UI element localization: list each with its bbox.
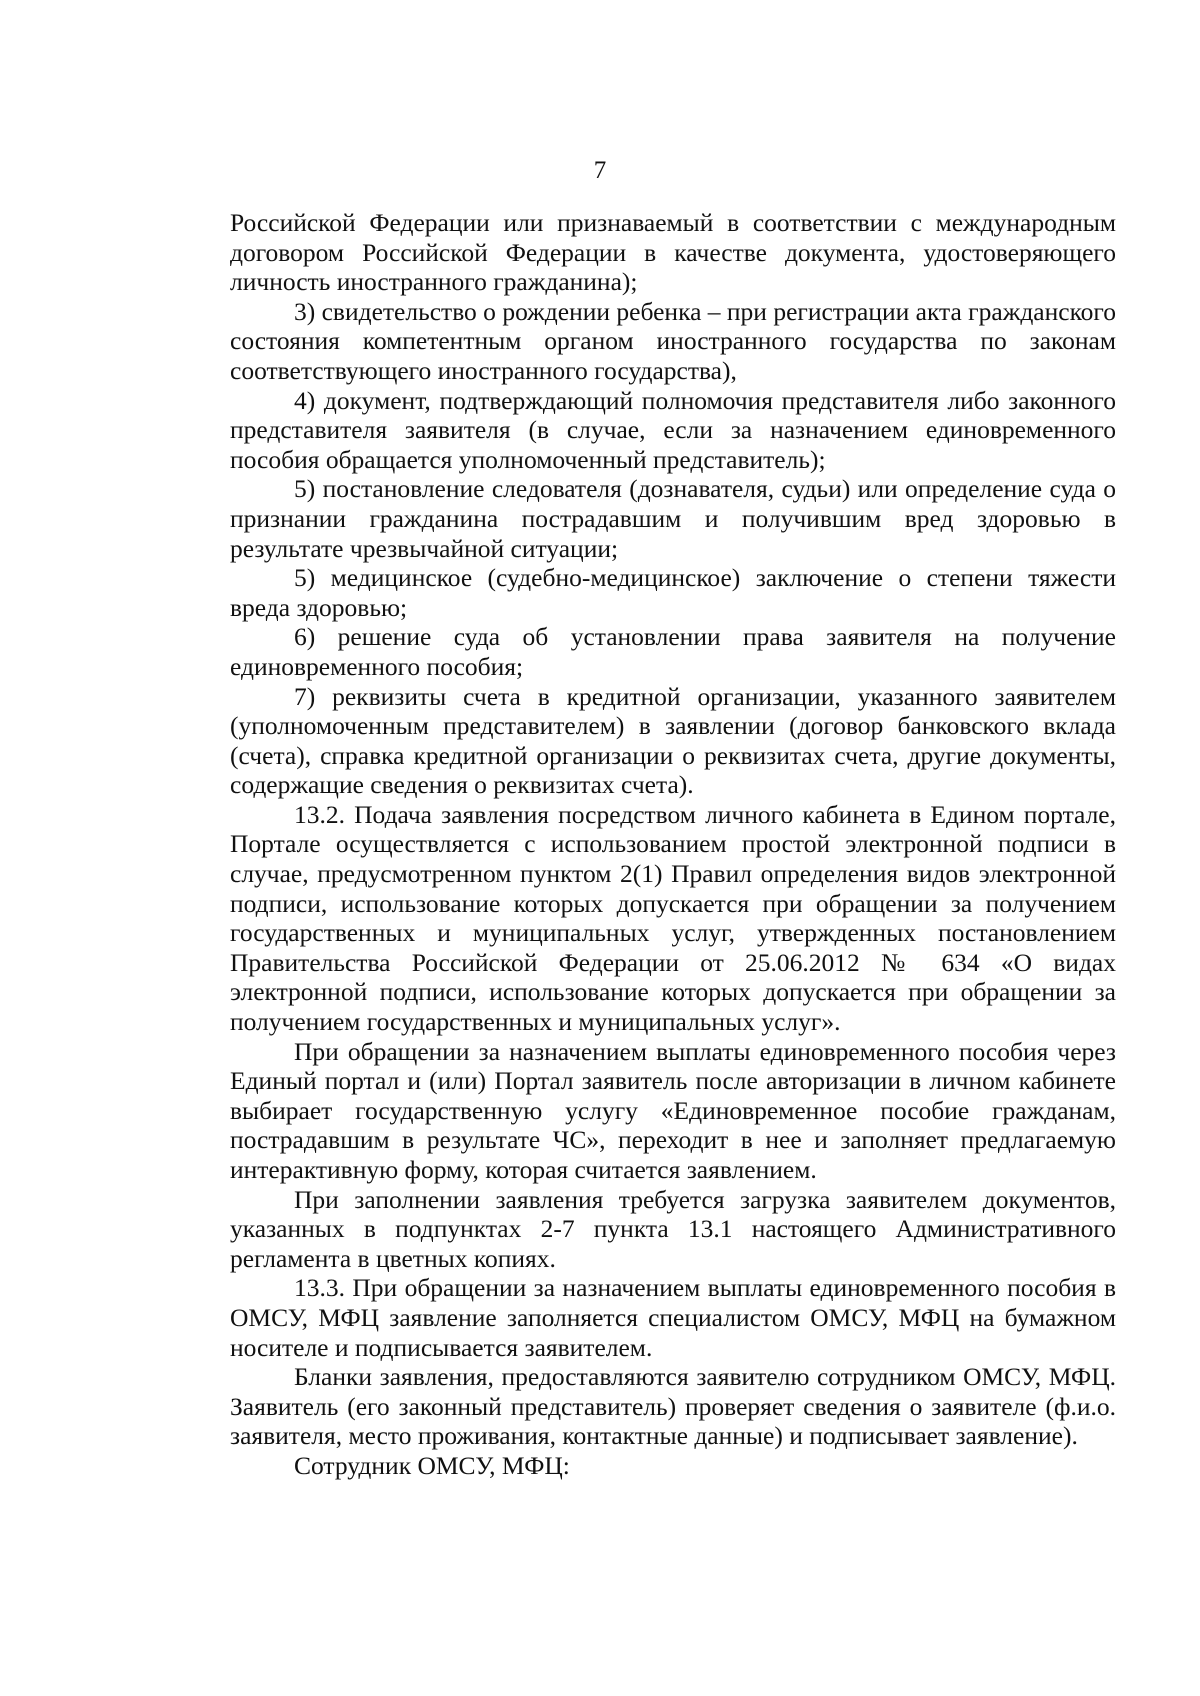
paragraph-continuation: Российской Федерации или признаваемый в соответствии с международным договором Российской Федерации в качестве документа, удостоверяющего личность иностранного гражданина); <box>230 208 1116 297</box>
paragraph-item-5-medical-conclusion: 5) медицинское (судебно-медицинское) заключение о степени тяжести вреда здоровью; <box>230 563 1116 622</box>
paragraph-portal-application: При обращении за назначением выплаты единовременного пособия через Единый портал и (или) Портал заявитель после авторизации в личном кабинете выбирает государственную услугу «Единовременное пособие гражданам, пострадавшим в результате ЧС», переходит в нее и заполняет предлагаемую интерактивную форму, которая считается заявлением. <box>230 1036 1116 1184</box>
paragraph-application-forms: Бланки заявления, предоставляются заявителю сотрудником ОМСУ, МФЦ. Заявитель (его законный представитель) проверяет сведения о заявителе (ф.и.о. заявителя, место проживания, контактные данные) и подписывает заявление). <box>230 1362 1116 1451</box>
paragraph-document-upload: При заполнении заявления требуется загрузка заявителем документов, указанных в подпунктах 2-7 пункта 13.1 настоящего Административного регламента в цветных копиях. <box>230 1184 1116 1273</box>
document-body <box>230 208 1116 1481</box>
page-number: 7 <box>593 157 607 184</box>
paragraph-item-4-representative-authority: 4) документ, подтверждающий полномочия представителя либо законного представителя заявителя (в случае, если за назначением единовременного пособия обращается уполномоченный представитель); <box>230 385 1116 474</box>
paragraph-section-13-2: 13.2. Подача заявления посредством личного кабинета в Едином портале, Портале осуществляется с использованием простой электронной подписи в случае, предусмотренном пунктом 2(1) Правил определения видов электронной подписи, использование которых допускается при обращении за получением государственных и муниципальных услуг, утвержденных постановлением Правительства Российской Федерации от 25.06.2012 № 634 «О видах электронной подписи, использование которых допускается при обращении за получением государственных и муниципальных услуг». <box>230 799 1116 1037</box>
paragraph-item-7-bank-details: 7) реквизиты счета в кредитной организации, указанного заявителем (уполномоченным представителем) в заявлении (договор банковского вклада (счета), справка кредитной организации о реквизитах счета, другие документы, содержащие сведения о реквизитах счета). <box>230 681 1116 800</box>
paragraph-employee-heading: Сотрудник ОМСУ, МФЦ: <box>294 1450 570 1480</box>
paragraph-item-5-investigator-decision: 5) постановление следователя (дознавателя, судьи) или определение суда о признании гражданина пострадавшим и получившим вред здоровью в результате чрезвычайной ситуации; <box>230 474 1116 563</box>
paragraph-item-3-birth-certificate: 3) свидетельство о рождении ребенка – при регистрации акта гражданского состояния компетентным органом иностранного государства по законам соответствующего иностранного государства), <box>230 296 1116 385</box>
paragraph-section-13-3: 13.3. При обращении за назначением выплаты единовременного пособия в ОМСУ, МФЦ заявление заполняется специалистом ОМСУ, МФЦ на бумажном носителе и подписывается заявителем. <box>230 1273 1116 1362</box>
paragraph-item-6-court-decision: 6) решение суда об установлении права заявителя на получение единовременного пособия; <box>230 622 1116 681</box>
